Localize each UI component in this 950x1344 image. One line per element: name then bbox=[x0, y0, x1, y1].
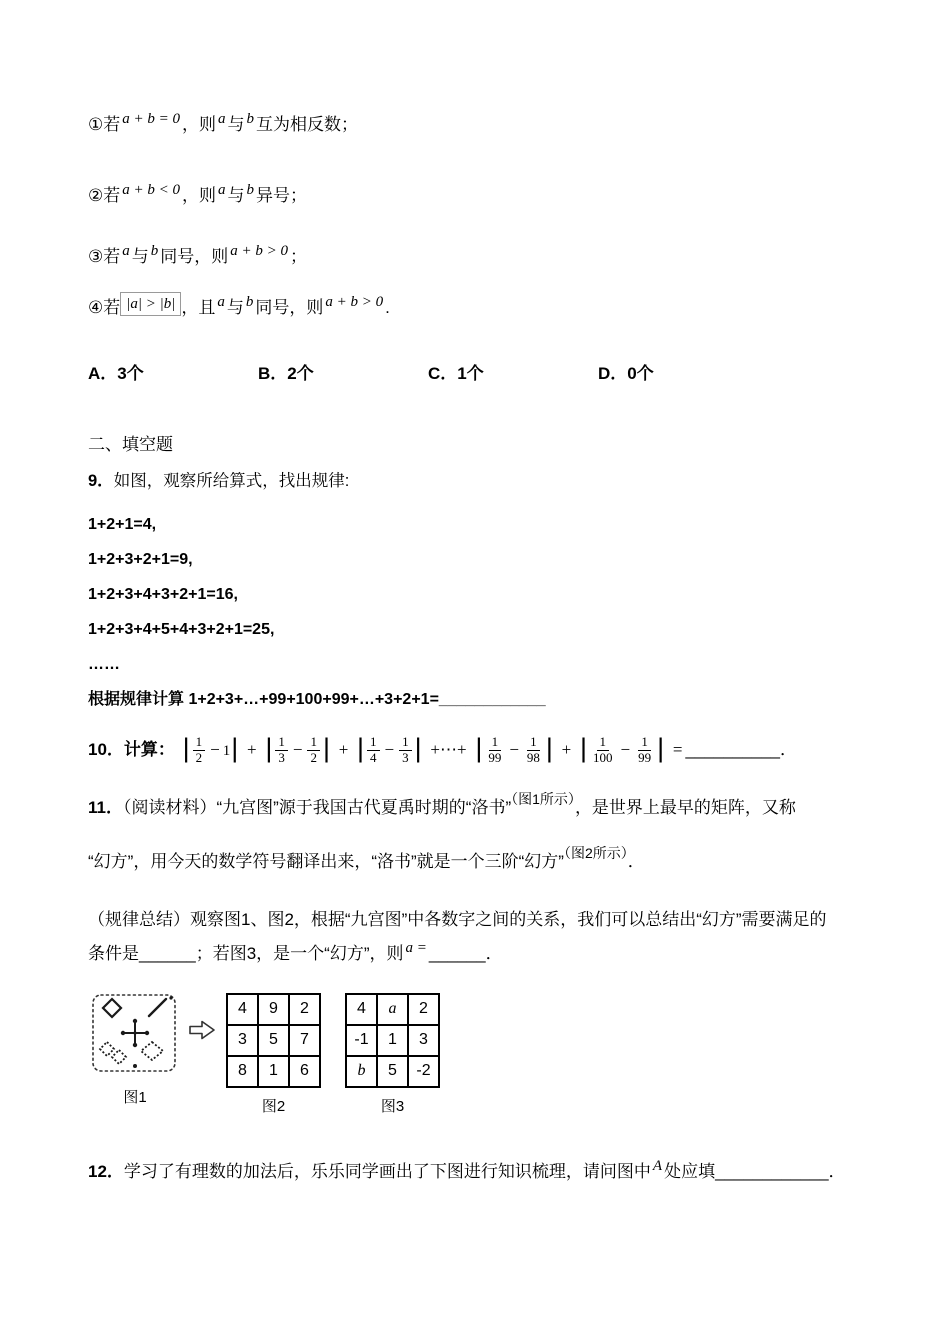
grid-cell: 6 bbox=[289, 1056, 320, 1087]
grid-cell: 9 bbox=[258, 994, 289, 1025]
grid-cell: 8 bbox=[227, 1056, 258, 1087]
option-b: B．2个 bbox=[258, 364, 314, 383]
magic-square-grid-fig2 bbox=[226, 993, 321, 1088]
figure-1-reference: （图1所示） bbox=[511, 790, 575, 807]
fraction-1-2: $\frac{1}{2}$ bbox=[307, 735, 320, 766]
fraction-1-99: $\frac{1}{99}$ bbox=[488, 734, 502, 766]
plus-op: + bbox=[561, 740, 572, 759]
grid-cell: 5 bbox=[377, 1056, 408, 1087]
q11-text: 条件是______；若图3，是一个“幻方”，则 bbox=[88, 943, 404, 963]
grid-cell-var-b: b bbox=[346, 1056, 377, 1087]
minus-op: − bbox=[292, 740, 303, 759]
question-11 bbox=[88, 790, 870, 969]
statement-prefix: ①若 bbox=[88, 115, 121, 134]
fraction-1-3: $\frac{1}{3}$ bbox=[275, 735, 288, 766]
whole-number-1: 1 bbox=[222, 743, 231, 759]
conclusion-text: 根据规律计算 1+2+3+…+99+100+99+…+3+2+1= bbox=[88, 691, 439, 708]
figure-luoshu bbox=[88, 987, 182, 1107]
abs-bar: | bbox=[475, 733, 483, 764]
series-line-2: 1+2+3+2+1=9, bbox=[88, 551, 193, 568]
math-expr-a-plus-b-eq-0: a + b = 0 bbox=[122, 111, 180, 127]
grid-cell: 1 bbox=[377, 1025, 408, 1056]
math-var-a: a bbox=[217, 294, 225, 310]
grid-cell: 4 bbox=[346, 994, 377, 1025]
figure-3-label: 图3 bbox=[380, 1097, 405, 1115]
statement-mid2: 同号，则 bbox=[255, 298, 324, 317]
abs-bar: | bbox=[357, 733, 365, 764]
question-12 bbox=[88, 1158, 870, 1187]
statement-conj: 与 bbox=[227, 115, 245, 134]
question-9-text: 如图，观察所给算式，找出规律: bbox=[113, 472, 350, 490]
statement-prefix: ③若 bbox=[88, 247, 121, 266]
answer-blank: ____________ bbox=[438, 691, 546, 708]
statement-4 bbox=[88, 295, 870, 322]
minus-op: − bbox=[509, 740, 519, 759]
fraction-1-98: $\frac{1}{98}$ bbox=[526, 734, 540, 766]
question-11-line-4 bbox=[88, 940, 870, 969]
luoshu-diagram bbox=[88, 987, 182, 1079]
grid-cell-var-a: a bbox=[377, 994, 408, 1025]
abs-bar: | bbox=[580, 733, 588, 764]
q11-text: ，是世界上最早的矩阵，又称 bbox=[574, 797, 796, 817]
math-var-b: b bbox=[246, 111, 254, 127]
equals-sign: = bbox=[672, 740, 683, 759]
series-ellipsis: …… bbox=[88, 656, 120, 673]
magic-square-grid-fig3 bbox=[345, 993, 440, 1088]
math-expr-abs-a-gt-abs-b: |a| > |b| bbox=[120, 292, 181, 316]
math-expr-a-plus-b-gt-0: a + b > 0 bbox=[325, 294, 384, 310]
figure-magic-square-2 bbox=[226, 987, 321, 1116]
question-9-stem bbox=[88, 467, 870, 491]
math-expr-a-plus-b-gt-0: a + b > 0 bbox=[230, 243, 288, 259]
statement-tail: ； bbox=[290, 247, 307, 266]
series-line-3: 1+2+3+4+3+2+1=16, bbox=[88, 586, 238, 603]
grid-cell: -1 bbox=[346, 1025, 377, 1056]
figure-2-reference: （图2所示） bbox=[563, 844, 628, 861]
math-var-a: a bbox=[218, 111, 226, 127]
grid-cell: 7 bbox=[289, 1025, 320, 1056]
period: ． bbox=[780, 740, 797, 759]
question-10 bbox=[88, 735, 870, 766]
q12-text: 学习了有理数的加法后，乐乐同学画出了下图进行知识梳理，请问图中 bbox=[123, 1161, 651, 1181]
minus-op: − bbox=[620, 740, 631, 759]
plus-op: + bbox=[247, 740, 257, 759]
figure-1-label: 图1 bbox=[123, 1088, 147, 1106]
answer-blank: __________ bbox=[685, 740, 780, 759]
math-var-a-equals: a = bbox=[405, 939, 427, 956]
abs-bar: | bbox=[265, 733, 273, 764]
statement-1 bbox=[88, 112, 870, 139]
question-11-line-3: （规律总结）观察图1、图2，根据“九宫图”中各数字之间的关系，我们可以总结出“幻方”需要满足的 bbox=[88, 909, 827, 929]
statement-tail: 异号； bbox=[256, 186, 307, 205]
q11-text: （阅读材料）“九宫图”源于我国古代夏禹时期的“洛书” bbox=[122, 797, 512, 817]
math-var-b: b bbox=[150, 243, 159, 259]
math-var-b: b bbox=[245, 294, 254, 310]
statement-mid: ，则 bbox=[182, 186, 216, 205]
fraction-1-3: $\frac{1}{3}$ bbox=[399, 735, 412, 766]
answer-options-row bbox=[88, 359, 870, 384]
q11-text: ． bbox=[627, 851, 645, 871]
statement-3 bbox=[88, 244, 870, 271]
question-11-line-1 bbox=[88, 790, 870, 822]
abs-bar: | bbox=[657, 733, 665, 764]
grid-cell: -2 bbox=[408, 1056, 439, 1087]
grid-cell: 1 bbox=[258, 1056, 289, 1087]
double-arrow-icon bbox=[188, 1017, 216, 1048]
question-9-series bbox=[88, 507, 870, 682]
statement-conj: 与 bbox=[226, 298, 244, 317]
statement-conj: 与 bbox=[131, 247, 149, 266]
statement-prefix: ②若 bbox=[88, 186, 121, 205]
figure-2-label: 图2 bbox=[261, 1097, 286, 1115]
statement-2 bbox=[88, 183, 870, 210]
abs-bar: | bbox=[414, 733, 422, 764]
fraction-1-99: $\frac{1}{99}$ bbox=[638, 734, 652, 766]
fraction-1-100: $\frac{1}{100}$ bbox=[593, 734, 613, 766]
math-var-b: b bbox=[246, 182, 254, 198]
statement-tail: 互为相反数； bbox=[256, 115, 358, 134]
q11-text: “幻方”，用今天的数学符号翻译出来，“洛书”就是一个三阶“幻方” bbox=[88, 851, 564, 871]
math-var-A: A bbox=[652, 1157, 663, 1174]
abs-bar: | bbox=[182, 733, 190, 764]
statement-tail: . bbox=[385, 298, 390, 317]
plus-op: + bbox=[338, 740, 349, 759]
q12-text: 处应填____________． bbox=[664, 1161, 846, 1181]
grid-cell: 4 bbox=[227, 994, 258, 1025]
question-10-label: 10．计算： bbox=[88, 740, 175, 759]
grid-cell: 3 bbox=[227, 1025, 258, 1056]
abs-bar: | bbox=[231, 733, 239, 764]
option-d: D．0个 bbox=[598, 364, 654, 383]
abs-bar: | bbox=[322, 733, 330, 764]
answer-blank: ______． bbox=[428, 943, 503, 963]
question-9-number: 9． bbox=[88, 472, 114, 490]
statement-mid: 同号，则 bbox=[160, 247, 229, 266]
question-12-number: 12． bbox=[88, 1161, 124, 1181]
question-11-number: 11． bbox=[88, 797, 123, 817]
minus-op: − bbox=[384, 740, 395, 759]
figures-row bbox=[88, 987, 870, 1116]
option-a: A．3个 bbox=[88, 364, 144, 383]
grid-cell: 2 bbox=[408, 994, 439, 1025]
question-11-line-2 bbox=[88, 844, 870, 876]
cdots-op: +⋯+ bbox=[430, 740, 467, 759]
series-line-4: 1+2+3+4+5+4+3+2+1=25, bbox=[88, 621, 275, 638]
right-arrow-icon bbox=[188, 1017, 216, 1043]
option-c: C．1个 bbox=[428, 364, 484, 383]
statement-mid: ，且 bbox=[181, 298, 216, 317]
section-title-fill-in-blanks: 二、填空题 bbox=[88, 435, 173, 454]
series-line-1: 1+2+1=4, bbox=[88, 516, 157, 533]
figure-magic-square-3 bbox=[345, 987, 440, 1116]
grid-cell: 2 bbox=[289, 994, 320, 1025]
fraction-1-4: $\frac{1}{4}$ bbox=[367, 735, 380, 766]
statement-mid: ，则 bbox=[182, 115, 216, 134]
math-expr-a-plus-b-lt-0: a + b < 0 bbox=[122, 182, 180, 198]
math-var-a: a bbox=[218, 182, 226, 198]
statement-prefix: ④若 bbox=[88, 298, 121, 317]
grid-cell: 3 bbox=[408, 1025, 439, 1056]
abs-bar: | bbox=[545, 733, 553, 764]
fraction-1-2: $\frac{1}{2}$ bbox=[193, 735, 206, 766]
math-var-a: a bbox=[122, 243, 130, 259]
grid-cell: 5 bbox=[258, 1025, 289, 1056]
question-9-conclusion bbox=[88, 686, 870, 709]
statement-conj: 与 bbox=[227, 186, 245, 205]
minus-op: − bbox=[210, 740, 220, 759]
